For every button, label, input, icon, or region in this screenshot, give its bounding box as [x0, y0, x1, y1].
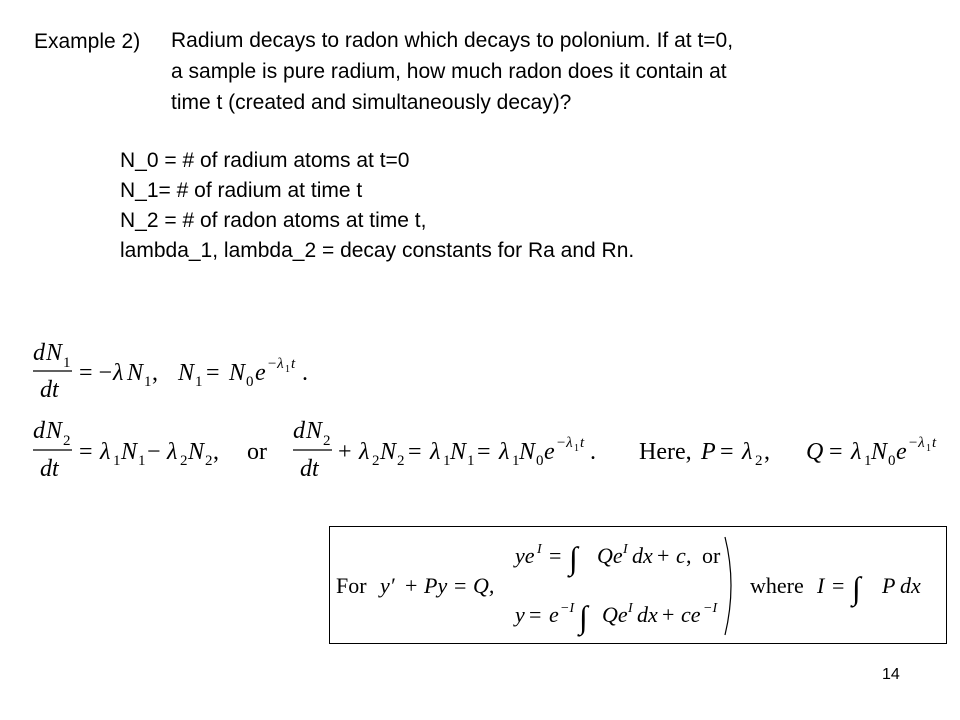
svg-text:1: 1	[443, 453, 451, 469]
svg-text:λ: λ	[100, 439, 111, 465]
svg-text:N: N	[871, 439, 888, 465]
svg-text:−: −	[147, 439, 161, 465]
svg-text:1: 1	[195, 374, 203, 390]
svg-text:e: e	[549, 602, 559, 627]
svg-text:2: 2	[63, 433, 71, 449]
svg-text:e: e	[255, 360, 266, 386]
svg-text:t: t	[291, 356, 296, 372]
svg-text:−λ: −λ	[556, 435, 573, 451]
svg-text:ce: ce	[681, 602, 701, 627]
svg-text:=: =	[829, 439, 843, 465]
definition-line: N_1= # of radium at time t	[120, 179, 363, 202]
svg-text:I: I	[817, 573, 825, 598]
svg-text:=: =	[454, 573, 467, 598]
svg-text:=: =	[720, 439, 734, 465]
svg-text:Q,: Q,	[473, 573, 495, 598]
svg-text:2: 2	[372, 453, 380, 469]
svg-text:I: I	[537, 542, 542, 557]
svg-text:−I: −I	[703, 601, 718, 616]
svg-text:or: or	[247, 439, 267, 465]
problem-statement	[171, 25, 733, 118]
svg-text:1: 1	[144, 374, 152, 390]
linear-ode-formula-box	[329, 526, 947, 644]
svg-text:+: +	[662, 602, 675, 627]
svg-text:P: P	[882, 573, 896, 598]
svg-text:For: For	[336, 573, 367, 598]
svg-text:=: =	[549, 543, 562, 568]
definition-line: lambda_1, lambda_2 = decay constants for Ra and Rn.	[120, 239, 635, 262]
example-label: Example 2)	[34, 30, 141, 53]
svg-text:Qe: Qe	[602, 602, 628, 627]
svg-text:1: 1	[864, 453, 872, 469]
problem-line: Radium decays to radon which decays to polonium. If at t=0,	[171, 29, 734, 52]
svg-text:=: =	[206, 360, 220, 386]
definition-line: N_0 = # of radium atoms at t=0	[120, 149, 410, 172]
svg-text:N: N	[519, 439, 536, 465]
svg-text:1: 1	[926, 443, 931, 454]
svg-text:∫: ∫	[569, 540, 578, 576]
svg-text:N: N	[306, 418, 323, 444]
problem-line: time t (created and simultaneously decay)?	[171, 91, 572, 114]
page-number: 14	[882, 666, 900, 683]
svg-text:λ: λ	[499, 439, 510, 465]
svg-text:N: N	[188, 439, 205, 465]
svg-text:λ: λ	[167, 439, 178, 465]
svg-text:dx: dx	[637, 602, 658, 627]
svg-text:Py: Py	[424, 573, 448, 598]
svg-text:0: 0	[536, 453, 544, 469]
svg-text:P: P	[701, 439, 716, 465]
svg-text:λ: λ	[113, 360, 124, 386]
svg-text:−λ: −λ	[267, 356, 284, 372]
svg-text:d: d	[293, 418, 305, 444]
svg-text:N: N	[178, 360, 195, 386]
svg-text:−λ: −λ	[908, 435, 925, 451]
svg-text:1: 1	[138, 453, 146, 469]
svg-text:2: 2	[397, 453, 405, 469]
svg-text:dt: dt	[40, 456, 59, 482]
svg-text:y′: y′	[380, 573, 395, 598]
svg-text:N: N	[46, 418, 63, 444]
svg-text:+: +	[338, 439, 352, 465]
svg-text:.: .	[590, 439, 596, 465]
svg-text:λ: λ	[359, 439, 370, 465]
definition-line: N_2 = # of radon atoms at time t,	[120, 209, 427, 232]
svg-text:=: =	[832, 573, 845, 598]
variable-definitions	[120, 146, 634, 266]
svg-text:−I: −I	[560, 601, 575, 616]
svg-text:y: y	[515, 602, 525, 627]
svg-text:1: 1	[512, 453, 520, 469]
svg-text:1: 1	[285, 364, 290, 375]
svg-text:Qe: Qe	[597, 543, 623, 568]
svg-text:2: 2	[323, 433, 331, 449]
svg-text:where: where	[750, 573, 804, 598]
svg-text:=: =	[529, 602, 542, 627]
svg-text:=: =	[408, 439, 422, 465]
problem-line: a sample is pure radium, how much radon does it contain at	[171, 60, 727, 83]
svg-text:2: 2	[205, 453, 213, 469]
svg-text:=: =	[477, 439, 491, 465]
svg-text:,: ,	[152, 360, 158, 386]
svg-text:ye: ye	[515, 543, 535, 568]
svg-text:0: 0	[246, 374, 254, 390]
svg-text:λ: λ	[430, 439, 441, 465]
svg-text:dt: dt	[40, 377, 59, 403]
svg-text:N: N	[229, 360, 246, 386]
svg-text:e: e	[544, 439, 555, 465]
svg-text:+: +	[405, 573, 418, 598]
svg-text:N: N	[380, 439, 397, 465]
svg-text:=: =	[79, 439, 93, 465]
svg-text:∫: ∫	[852, 570, 861, 606]
svg-text:N: N	[46, 340, 63, 366]
svg-text:Here,: Here,	[639, 439, 692, 465]
svg-text:d: d	[33, 340, 45, 366]
svg-text:2: 2	[755, 453, 763, 469]
svg-text:or: or	[702, 543, 721, 568]
svg-text:1: 1	[113, 453, 121, 469]
svg-text:t: t	[580, 435, 585, 451]
svg-text:,: ,	[764, 439, 770, 465]
svg-text:,: ,	[686, 543, 692, 568]
svg-text:d: d	[33, 418, 45, 444]
linear-ode-formula	[330, 527, 946, 643]
svg-text:∫: ∫	[579, 599, 588, 635]
svg-text:λ: λ	[851, 439, 862, 465]
svg-text:1: 1	[467, 453, 475, 469]
svg-text:2: 2	[180, 453, 188, 469]
svg-text:+: +	[657, 543, 670, 568]
equation-radium-decay	[0, 330, 340, 405]
svg-text:1: 1	[63, 355, 71, 371]
svg-text:,: ,	[213, 439, 219, 465]
svg-text:N: N	[121, 439, 138, 465]
svg-text:I: I	[628, 601, 633, 616]
svg-text:c: c	[676, 543, 686, 568]
svg-text:dt: dt	[300, 456, 319, 482]
svg-text:dx: dx	[632, 543, 653, 568]
svg-text:Q: Q	[806, 439, 824, 465]
svg-text:t: t	[932, 435, 937, 451]
svg-text:λ: λ	[742, 439, 753, 465]
svg-text:N: N	[450, 439, 467, 465]
svg-text:N: N	[127, 360, 144, 386]
svg-text:e: e	[896, 439, 907, 465]
svg-text:0: 0	[888, 453, 896, 469]
equation-radon-balance	[0, 410, 960, 490]
svg-text:I: I	[623, 542, 628, 557]
svg-text:dx: dx	[900, 573, 921, 598]
svg-text:= −: = −	[79, 360, 113, 386]
svg-text:1: 1	[574, 443, 579, 454]
svg-text:.: .	[302, 360, 308, 386]
